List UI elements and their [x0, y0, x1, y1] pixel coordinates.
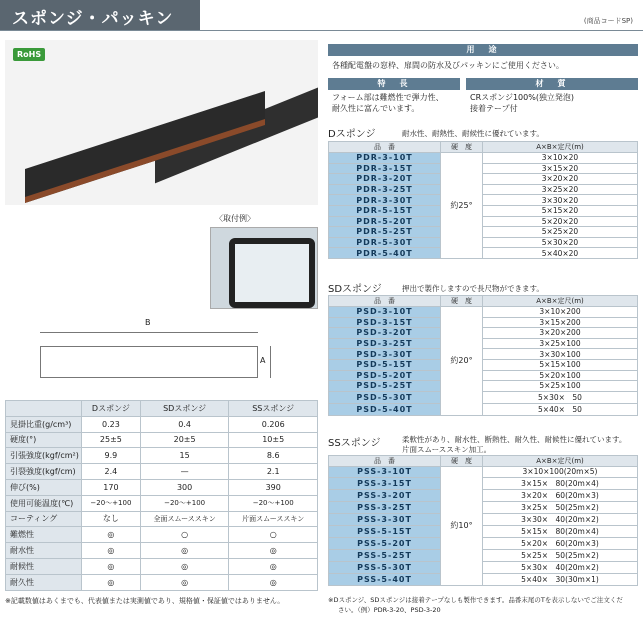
ss-series-desc: 柔軟性があり、耐水性、断熱性、耐久性、耐候性に優れています。: [402, 435, 627, 444]
feature-line: フォーム部は難燃性で弾力性、: [332, 93, 444, 102]
spec-row: [6, 527, 318, 543]
part-number: PDR-5-25T: [329, 227, 441, 238]
spec-row: [6, 574, 318, 590]
dimension-value: 3×25× 50(25m×2): [483, 501, 638, 513]
product-photo: [5, 40, 318, 205]
product-row: [329, 307, 638, 318]
product-row: [329, 561, 638, 573]
dimension-value: 5×20×20: [483, 216, 638, 227]
spec-cell: 0.206: [229, 416, 318, 432]
dimension-a-label: A: [260, 356, 266, 365]
product-row: [329, 237, 638, 248]
spec-cell: 300: [140, 479, 229, 495]
dimension-value: 3×25×100: [483, 338, 638, 349]
dimension-a-line: [270, 346, 271, 378]
dimension-value: 5×20× 60(20m×3): [483, 537, 638, 549]
d-series-desc: 耐水性、耐熱性、耐候性に優れています。: [402, 129, 544, 138]
part-number: PSS-5-15T: [329, 525, 441, 537]
hardness-value: 約20°: [441, 307, 483, 416]
spec-cell: ◎: [229, 558, 318, 574]
product-footnote: [328, 595, 640, 615]
dimension-value: 5×20×100: [483, 370, 638, 381]
sd-series-desc: 押出で製作しますので長尺物ができます。: [402, 284, 544, 293]
mount-example-label: 〈取付例〉: [215, 214, 255, 223]
dimension-value: 3×20×20: [483, 174, 638, 185]
spec-cell: −20〜+100: [140, 495, 229, 511]
part-number: PSS-3-30T: [329, 513, 441, 525]
header: [0, 0, 643, 32]
product-header-pn: 品 番: [329, 296, 441, 307]
product-row: [329, 359, 638, 370]
part-number: PDR-5-15T: [329, 205, 441, 216]
spec-row-label: 使用可能温度(℃): [6, 495, 82, 511]
spec-row-label: 伸び(%): [6, 479, 82, 495]
spec-cell: 9.9: [82, 448, 141, 464]
product-row: [329, 370, 638, 381]
spec-cell: 25±5: [82, 432, 141, 448]
spec-cell: 20±5: [140, 432, 229, 448]
spec-cell: 390: [229, 479, 318, 495]
product-row: [329, 381, 638, 392]
part-number: PSS-5-40T: [329, 573, 441, 585]
door-frame-image: [229, 238, 315, 308]
spec-cell: ◎: [140, 574, 229, 590]
dimension-diagram: [30, 318, 280, 388]
material-text: [470, 92, 638, 114]
material-line: CRスポンジ100%(独立発泡): [470, 93, 575, 102]
part-number: PSS-3-15T: [329, 477, 441, 489]
feature-heading: 特 長: [328, 78, 460, 90]
spec-row: [6, 558, 318, 574]
product-header-dim: A×B×定尺(m): [483, 142, 638, 153]
spec-row-label: 引張強度(kgf/cm²): [6, 448, 82, 464]
product-row: [329, 227, 638, 238]
part-number: PSS-3-25T: [329, 501, 441, 513]
part-number: PSD-5-15T: [329, 359, 441, 370]
product-row: [329, 549, 638, 561]
material-line: 接着テープ付: [470, 104, 518, 113]
part-number: PSD-3-15T: [329, 317, 441, 328]
dimension-b-label: B: [145, 318, 151, 327]
dimension-b-line: [40, 332, 258, 333]
product-code: (商品コードSP): [583, 17, 633, 25]
dimension-value: 3×10×200: [483, 307, 638, 318]
dimension-value: 5×40×20: [483, 248, 638, 259]
dimension-value: 3×15×200: [483, 317, 638, 328]
dimension-value: 5×25× 50(25m×2): [483, 549, 638, 561]
dimension-value: 5×15× 80(20m×4): [483, 525, 638, 537]
product-row: [329, 317, 638, 328]
page-title: スポンジ・パッキン: [12, 9, 174, 29]
product-row: [329, 573, 638, 585]
spec-cell: 8.6: [229, 448, 318, 464]
spec-cell: ◎: [140, 558, 229, 574]
dimension-value: 3×10×20: [483, 153, 638, 164]
hardness-value: 約25°: [441, 153, 483, 259]
part-number: PSD-5-25T: [329, 381, 441, 392]
part-number: PSD-5-40T: [329, 403, 441, 415]
product-row: [329, 248, 638, 259]
spec-cell: ◎: [82, 558, 141, 574]
product-row: [329, 349, 638, 360]
product-header-pn: 品 番: [329, 142, 441, 153]
rohs-badge: RoHS: [13, 48, 45, 61]
spec-row-label: 耐久性: [6, 574, 82, 590]
feature-line: 耐久性に富んでいます。: [332, 104, 420, 113]
spec-row-label: 硬度(°): [6, 432, 82, 448]
part-number: PSS-3-10T: [329, 467, 441, 478]
spec-row-label: コーティング: [6, 511, 82, 527]
spec-cell: ◎: [229, 574, 318, 590]
spec-cell: 片面スムーススキン: [229, 511, 318, 527]
spec-row: [6, 448, 318, 464]
part-number: PSD-5-20T: [329, 370, 441, 381]
part-number: PSS-5-30T: [329, 561, 441, 573]
dimension-value: 3×30×20: [483, 195, 638, 206]
usage-text: 各種配電盤の窓枠、扉間の防水及びパッキンにご使用ください。: [332, 61, 564, 70]
part-number: PSD-3-10T: [329, 307, 441, 318]
spec-cell: ◎: [82, 574, 141, 590]
spec-cell: −20〜+100: [82, 495, 141, 511]
spec-cell: −20〜+100: [229, 495, 318, 511]
spec-cell: ◎: [82, 527, 141, 543]
product-row: [329, 403, 638, 415]
product-header-row: [329, 456, 638, 467]
part-number: PDR-5-20T: [329, 216, 441, 227]
spec-header: SDスポンジ: [140, 401, 229, 417]
dimension-value: 5×30×20: [483, 237, 638, 248]
product-row: [329, 195, 638, 206]
header-divider: [0, 30, 643, 31]
spec-cell: 2.4: [82, 464, 141, 480]
spec-row: [6, 511, 318, 527]
dimension-value: 3×30×100: [483, 349, 638, 360]
spec-cell: 0.23: [82, 416, 141, 432]
spec-row: [6, 495, 318, 511]
spec-row-label: 耐水性: [6, 543, 82, 559]
product-header-row: [329, 142, 638, 153]
spec-cell: 0.4: [140, 416, 229, 432]
part-number: PDR-5-30T: [329, 237, 441, 248]
spec-cell: ◎: [140, 543, 229, 559]
spec-row-label: 耐候性: [6, 558, 82, 574]
d-product-table: [328, 141, 638, 259]
spec-cell: 2.1: [229, 464, 318, 480]
part-number: PSS-5-25T: [329, 549, 441, 561]
product-row: [329, 513, 638, 525]
mount-example-photo: [210, 227, 318, 309]
spec-row: [6, 416, 318, 432]
dimension-value: 5×25×20: [483, 227, 638, 238]
usage-heading: 用 途: [328, 44, 638, 56]
product-row: [329, 153, 638, 164]
spec-row-label: 難燃性: [6, 527, 82, 543]
part-number: PDR-5-40T: [329, 248, 441, 259]
spec-cell: 15: [140, 448, 229, 464]
part-number: PDR-3-15T: [329, 163, 441, 174]
spec-footnote: ※記載数値はあくまでも、代表値または実測値であり、規格値・保証値ではありません。: [5, 597, 285, 605]
product-row: [329, 163, 638, 174]
dimension-value: 3×10×100(20m×5): [483, 467, 638, 478]
cross-section-shape: [40, 346, 258, 378]
spec-cell: ○: [140, 527, 229, 543]
spec-cell: なし: [82, 511, 141, 527]
spec-row-label: 引裂強度(kgf/cm): [6, 464, 82, 480]
product-header-row: [329, 296, 638, 307]
ss-series-desc-2: 片面スムーススキン加工。: [402, 445, 492, 454]
footnote-line: ※Dスポンジ、SDスポンジは接着テープなしも製作できます。品番末尾のTを表示しないでご注文くだ: [328, 596, 623, 604]
part-number: PSD-5-30T: [329, 391, 441, 403]
dimension-value: 3×15×20: [483, 163, 638, 174]
product-row: [329, 184, 638, 195]
dimension-value: 3×20× 60(20m×3): [483, 489, 638, 501]
part-number: PSD-3-25T: [329, 338, 441, 349]
product-row: [329, 489, 638, 501]
product-row: [329, 391, 638, 403]
spec-row: [6, 479, 318, 495]
spec-row: [6, 543, 318, 559]
part-number: PDR-3-25T: [329, 184, 441, 195]
product-header-hardness: 硬 度: [441, 142, 483, 153]
spec-cell: 全面スムーススキン: [140, 511, 229, 527]
product-row: [329, 174, 638, 185]
part-number: PDR-3-30T: [329, 195, 441, 206]
spec-row: [6, 464, 318, 480]
spec-table: [5, 400, 318, 591]
spec-row-label: 見掛比重(g/cm³): [6, 416, 82, 432]
hardness-value: 約10°: [441, 467, 483, 586]
ss-series-title: SSスポンジ: [328, 438, 381, 449]
part-number: PSD-3-20T: [329, 328, 441, 339]
product-header-hardness: 硬 度: [441, 296, 483, 307]
dimension-value: 5×40× 50: [483, 403, 638, 415]
ss-product-table: [328, 455, 638, 586]
part-number: PSS-3-20T: [329, 489, 441, 501]
product-row: [329, 525, 638, 537]
dimension-value: 5×15×100: [483, 359, 638, 370]
spec-row: [6, 432, 318, 448]
dimension-value: 5×25×100: [483, 381, 638, 392]
spec-header: Dスポンジ: [82, 401, 141, 417]
sd-product-table: [328, 295, 638, 416]
feature-text: [332, 92, 464, 114]
product-row: [329, 328, 638, 339]
product-header-dim: A×B×定尺(m): [483, 296, 638, 307]
spec-header: SSスポンジ: [229, 401, 318, 417]
spec-header: [6, 401, 82, 417]
dimension-value: 5×40× 30(30m×1): [483, 573, 638, 585]
dimension-value: 3×20×200: [483, 328, 638, 339]
product-header-dim: A×B×定尺(m): [483, 456, 638, 467]
product-row: [329, 216, 638, 227]
spec-cell: ○: [229, 527, 318, 543]
part-number: PDR-3-10T: [329, 153, 441, 164]
dimension-value: 5×30× 50: [483, 391, 638, 403]
dimension-value: 3×30× 40(20m×2): [483, 513, 638, 525]
material-heading: 材 質: [466, 78, 638, 90]
dimension-value: 3×25×20: [483, 184, 638, 195]
spec-cell: 10±5: [229, 432, 318, 448]
dimension-value: 5×15×20: [483, 205, 638, 216]
dimension-value: 3×15× 80(20m×4): [483, 477, 638, 489]
spec-cell: —: [140, 464, 229, 480]
part-number: PDR-3-20T: [329, 174, 441, 185]
spec-cell: 170: [82, 479, 141, 495]
product-row: [329, 501, 638, 513]
product-row: [329, 338, 638, 349]
spec-cell: ◎: [229, 543, 318, 559]
product-row: [329, 467, 638, 478]
spec-header-row: [6, 401, 318, 417]
product-row: [329, 477, 638, 489]
dimension-value: 5×30× 40(20m×2): [483, 561, 638, 573]
product-row: [329, 205, 638, 216]
product-row: [329, 537, 638, 549]
d-series-title: Dスポンジ: [328, 129, 376, 140]
footnote-line: さい。（例）PDR-3-20、PSD-3-20: [338, 606, 441, 614]
sd-series-title: SDスポンジ: [328, 284, 382, 295]
part-number: PSD-3-30T: [329, 349, 441, 360]
part-number: PSS-5-20T: [329, 537, 441, 549]
product-header-hardness: 硬 度: [441, 456, 483, 467]
product-header-pn: 品 番: [329, 456, 441, 467]
spec-cell: ◎: [82, 543, 141, 559]
